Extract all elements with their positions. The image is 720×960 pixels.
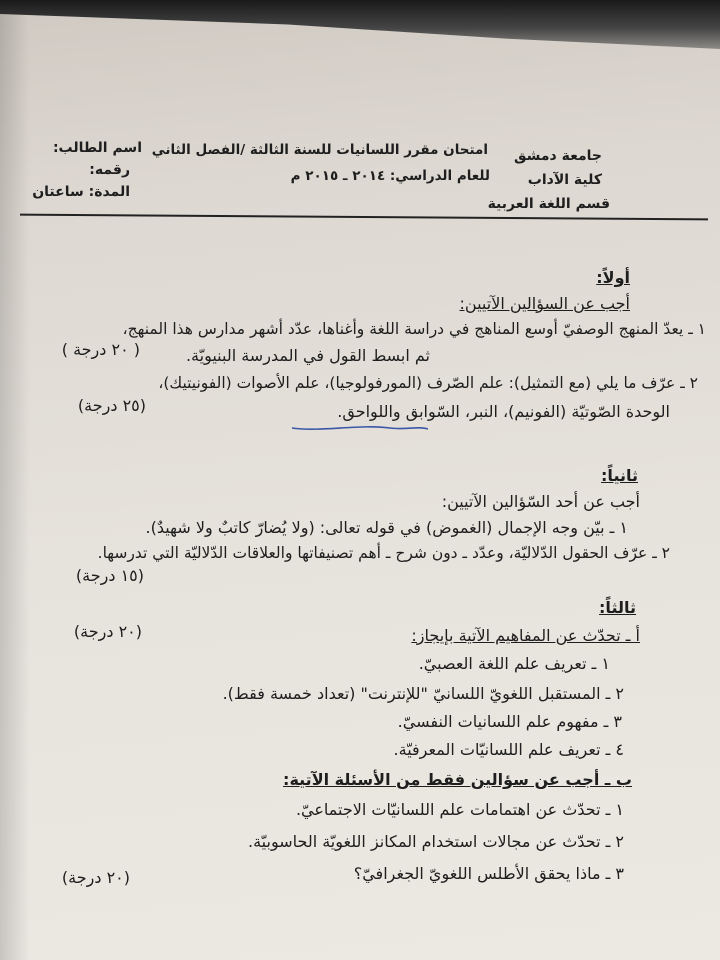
- section-1-q2-line2: الوحدة الصّوتيّة (الفونيم)، النبر، السّوابق واللواحق.: [337, 402, 670, 421]
- header-divider: [20, 214, 708, 221]
- section-1-instruction: أجب عن السؤالين الآتيين:: [459, 294, 630, 313]
- department-name: قسم اللغة العربية: [487, 196, 610, 212]
- section-2-mark: (١٥ درجة): [75, 566, 144, 585]
- paper-fold: [0, 0, 720, 70]
- part-a-item-2: ٢ ـ المستقبل اللغويّ اللسانيّ "للإنترنت" (تعداد خمسة فقط).: [222, 684, 624, 703]
- section-1-title: أولاً:: [596, 268, 630, 287]
- part-b-item-1: ١ ـ تحدّث عن اهتمامات علم اللسانيّات الاجتماعيّ.: [295, 800, 624, 819]
- section-3-title: ثالثاً:: [599, 598, 636, 617]
- section-2-q1: ١ ـ بيّن وجه الإجمال (الغموض) في قوله تعالى: (ولا يُضارّ كاتبٌ ولا شهيدٌ).: [145, 518, 628, 537]
- exam-title: امتحان مقرر اللسانيات للسنة الثالثة /الفصل الثاني: [151, 142, 488, 158]
- part-a-item-3: ٣ ـ مفهوم علم اللسانيات النفسيّ.: [397, 712, 622, 731]
- part-b-item-3: ٣ ـ ماذا يحقق الأطلس اللغويّ الجغرافيّ؟: [353, 864, 624, 883]
- academic-year: للعام الدراسي: ٢٠١٤ ـ ٢٠١٥ م: [290, 168, 490, 184]
- section-3-part-b-title: ب ـ أجب عن سؤالين فقط من الأسئلة الآتية:: [283, 770, 632, 789]
- section-2-instruction: أجب عن أحد السّؤالين الآتيين:: [441, 492, 640, 511]
- section-1-q2-line1: ٢ ـ عرّف ما يلي (مع التمثيل): علم الصّرف (المورفولوجيا)، علم الأصوات (الفونيتيك)،: [158, 374, 698, 392]
- duration-label: المدة: ساعتان: [32, 184, 130, 200]
- part-a-item-1: ١ ـ تعريف علم اللغة العصبيّ.: [418, 654, 610, 673]
- section-3-part-a-title: أ ـ تحدّث عن المفاهيم الآتية بإيجاز:: [411, 626, 640, 645]
- student-number-label: رقمه:: [89, 162, 130, 178]
- section-2-q2: ٢ ـ عرّف الحقول الدّلاليّة، وعدّد ـ دون شرح ـ أهم تصنيفاتها والعلاقات الدّلاليّة التي تدرسها.: [97, 544, 670, 562]
- pen-underline: [290, 420, 430, 434]
- section-3-part-b-mark: (٢٠ درجة): [61, 868, 130, 887]
- section-1-q1-line2: ثم ابسط القول في المدرسة البنيويّة.: [185, 346, 430, 365]
- section-1-q1-line1: ١ ـ يعدّ المنهج الوصفيّ أوسع المناهج في دراسة اللغة وأغناها، عدّد أشهر مدارس هذا المنهج،: [122, 320, 706, 338]
- section-2-title: ثانياً:: [601, 466, 638, 485]
- paper-shadow: [0, 0, 30, 960]
- section-1-q2-mark: (٢٥ درجة): [77, 396, 146, 415]
- part-b-item-2: ٢ ـ تحدّث عن مجالات استخدام المكانز اللغويّة الحاسوبيّة.: [248, 832, 624, 851]
- faculty-name: كلية الآداب: [527, 172, 602, 188]
- part-a-item-4: ٤ ـ تعريف علم اللسانيّات المعرفيّة.: [393, 740, 624, 759]
- section-3-part-a-mark: (٢٠ درجة): [73, 622, 142, 641]
- university-name: جامعة دمشق: [514, 148, 602, 164]
- section-1-q1-mark: ( ٢٠ درجة ): [61, 340, 140, 359]
- student-name-label: اسم الطالب:: [52, 140, 142, 156]
